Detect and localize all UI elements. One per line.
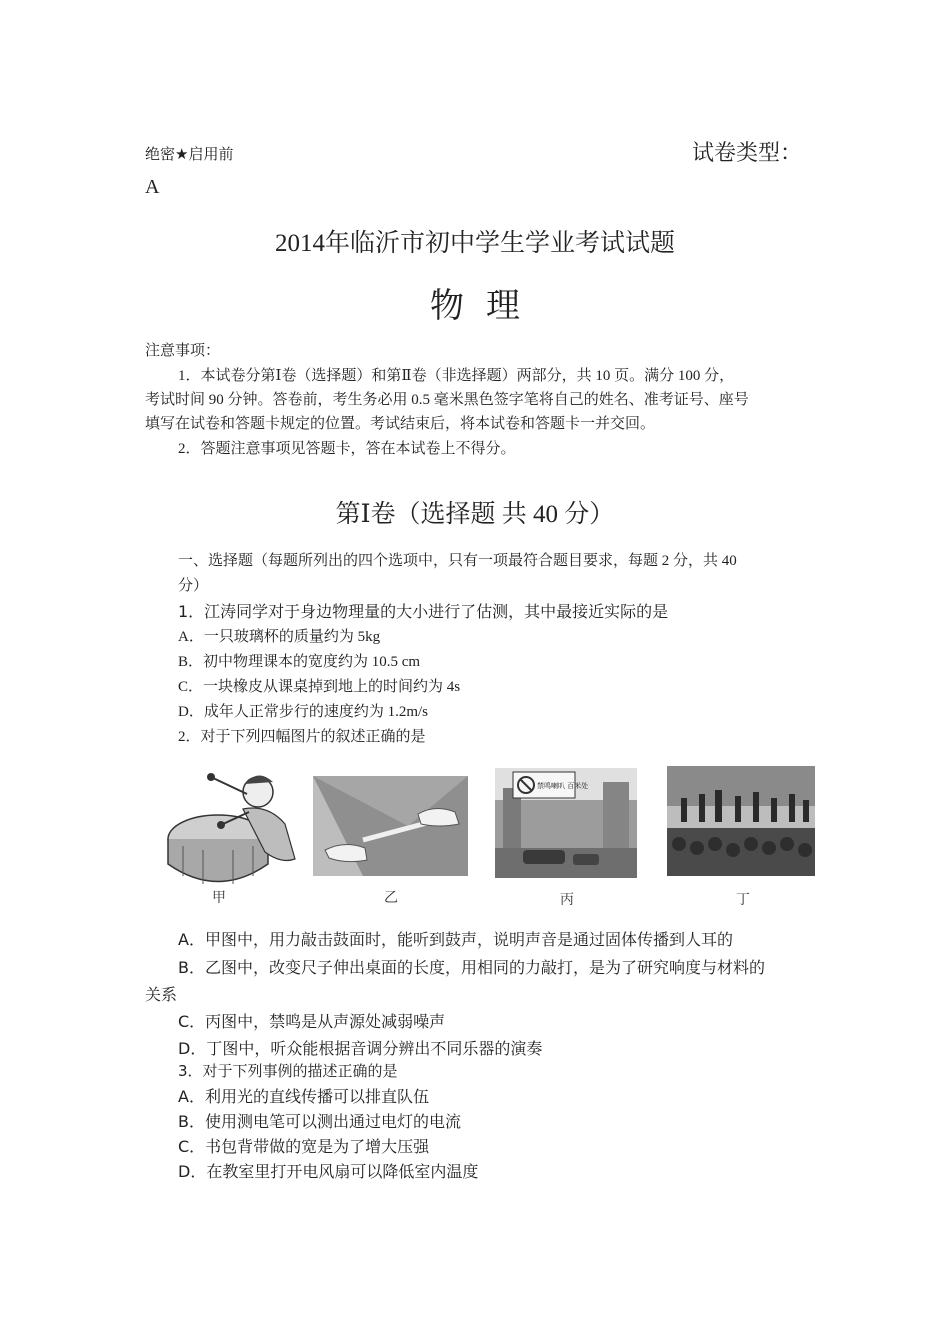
q2-option-d: D．丁图中，听众能根据音调分辨出不同乐器的演奏 [178, 1039, 543, 1058]
q3-option-c: C．书包背带做的宽是为了增大压强 [178, 1137, 430, 1156]
instructions-line-2: 分） [178, 576, 209, 594]
figure-yi-ruler [313, 776, 468, 876]
figure-label-ding: 丁 [736, 892, 750, 908]
q1-stem: 1．江涛同学对于身边物理量的大小进行了估测，其中最接近实际的是 [178, 602, 669, 621]
q2-figures [163, 764, 818, 912]
section-title: 第Ⅰ卷（选择题 共 40 分） [335, 501, 615, 528]
q3-option-a: A．利用光的直线传播可以排直队伍 [178, 1087, 429, 1106]
q2-option-b-line-1: B．乙图中，改变尺子伸出桌面的长度，用相同的力敲打，是为了研究响度与材料的 [178, 958, 765, 977]
figure-label-yi: 乙 [384, 890, 398, 906]
q1-option-c: C．一块橡皮从课桌掉到地上的时间约为 4s [178, 679, 461, 695]
figure-jia-drum [168, 773, 295, 884]
notice-heading: 注意事项： [145, 341, 221, 359]
q1-option-d: D．成年人正常步行的速度约为 1.2m/s [178, 704, 429, 720]
q2-option-c: C．丙图中，禁鸣是从声源处减弱噪声 [178, 1012, 446, 1031]
q2-option-b-line-2: 关系 [145, 985, 178, 1004]
instructions-line-1: 一、选择题（每题所列出的四个选项中，只有一项最符合题目要求，每题 2 分，共 40 [178, 553, 737, 569]
figure-bing-street [495, 768, 637, 878]
figure-label-bing: 丙 [560, 892, 574, 908]
q3-option-d: D．在教室里打开电风扇可以降低室内温度 [178, 1162, 479, 1181]
paper-type-label: 试卷类型： [692, 141, 803, 166]
subject-title: 物理 [430, 286, 542, 326]
q1-option-a: A．一只玻璃杯的质量约为 5kg [178, 629, 381, 645]
q2-option-a: A．甲图中，用力敲击鼓面时，能听到鼓声，说明声音是通过固体传播到人耳的 [178, 930, 733, 949]
notice-item-1-line-3: 填写在试卷和答题卡规定的位置。考试结束后，将本试卷和答题卡一并交回。 [145, 416, 656, 432]
q1-option-b: B．初中物理课本的宽度约为 10.5 cm [178, 654, 421, 670]
notice-item-1-line-2: 考试时间 90 分钟。答卷前，考生务必用 0.5 毫米黑色签字笔将自己的姓名、准考证号、座号 [145, 392, 749, 408]
exam-title: 2014年临沂市初中学生学业考试试题 [274, 230, 675, 257]
q3-stem: 3．对于下列事例的描述正确的是 [178, 1062, 398, 1080]
secret-label: 绝密★启用前 [145, 145, 234, 163]
q2-stem: 2．对于下列四幅图片的叙述正确的是 [178, 729, 426, 745]
notice-item-1-line-1: 1．本试卷分第Ⅰ卷（选择题）和第Ⅱ卷（非选择题）两部分，共 10 页。满分 100 分， [178, 368, 735, 384]
notice-item-2: 2．答题注意事项见答题卡，答在本试卷上不得分。 [178, 441, 516, 457]
q3-option-b: B．使用测电笔可以测出通过电灯的电流 [178, 1112, 461, 1131]
figure-label-jia: 甲 [212, 890, 226, 906]
paper-type-value: A [145, 176, 160, 198]
figure-ding-concert [667, 766, 815, 876]
bing-sign-text: 禁鸣喇叭 百米处 [537, 782, 589, 790]
